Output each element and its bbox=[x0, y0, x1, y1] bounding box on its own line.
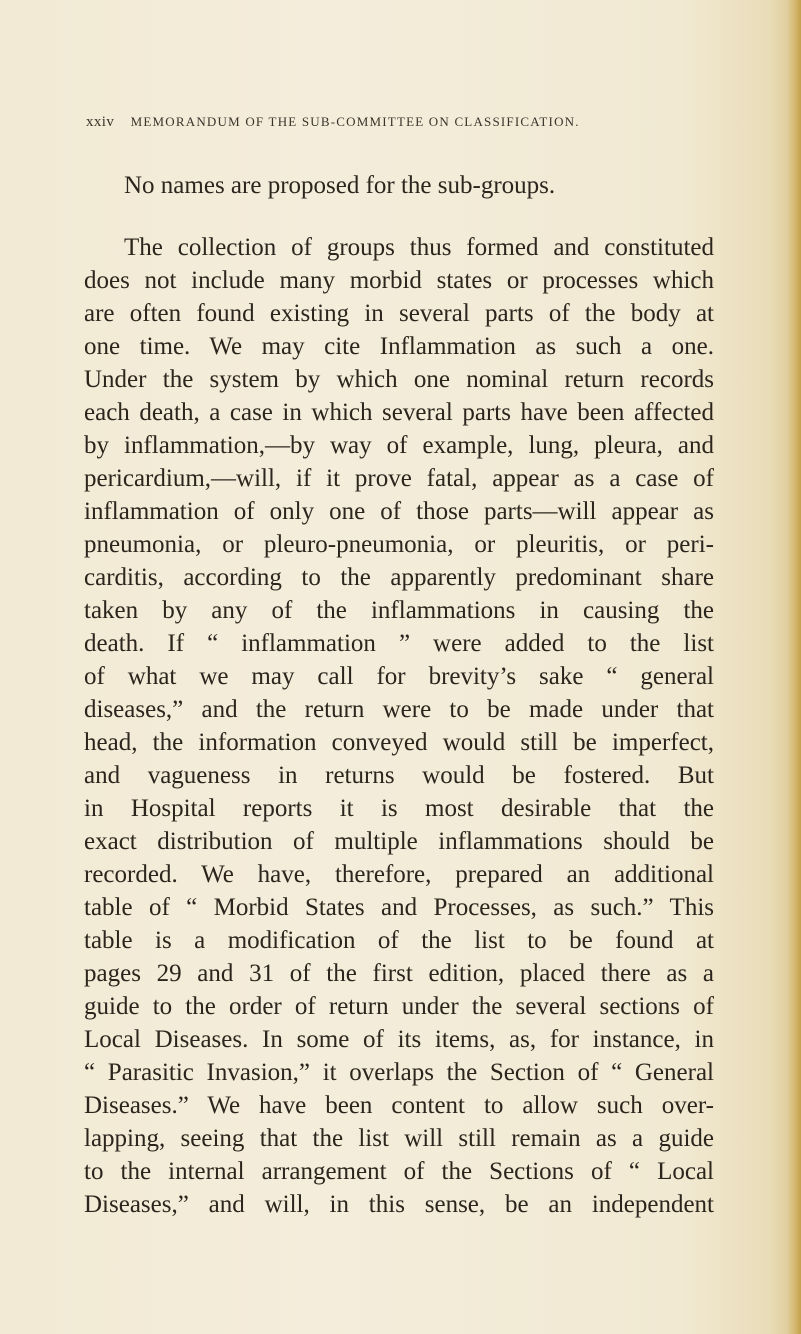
paragraph-2-line-21: table of “ Morbid States and Processes, as such.” This bbox=[84, 894, 714, 921]
paragraph-2-line-24: guide to the order of return under the several sections of bbox=[84, 993, 714, 1020]
paragraph-2-line-25: Local Diseases. In some of its items, as, for instance, in bbox=[84, 1026, 714, 1053]
paragraph-2-line-23: pages 29 and 31 of the first edition, placed there as a bbox=[84, 960, 714, 987]
paragraph-2-line-28: lapping, seeing that the list will still remain as a guide bbox=[84, 1125, 714, 1152]
paragraph-2-line-10: pneumonia, or pleuro-pneumonia, or pleuritis, or peri- bbox=[84, 531, 714, 558]
paragraph-2-line-20: recorded. We have, therefore, prepared an additional bbox=[84, 861, 714, 888]
paragraph-2-line-18: in Hospital reports it is most desirable that the bbox=[84, 795, 714, 822]
paragraph-2-line-19: exact distribution of multiple inflammations should be bbox=[84, 828, 714, 855]
paragraph-2-line-15: diseases,” and the return were to be made under that bbox=[84, 696, 714, 723]
paragraph-2-line-8: pericardium,—will, if it prove fatal, appear as a case of bbox=[84, 465, 714, 492]
paragraph-2-line-16: head, the information conveyed would still be imperfect, bbox=[84, 729, 714, 756]
paragraph-2-line-11: carditis, according to the apparently predominant share bbox=[84, 564, 714, 591]
paragraph-1-line-1: No names are proposed for the sub-groups. bbox=[124, 172, 556, 199]
page-number: xxiv bbox=[86, 114, 115, 130]
paragraph-2-line-4: one time. We may cite Inflammation as such a one. bbox=[84, 333, 714, 360]
paragraph-2-line-17: and vagueness in returns would be fostered. But bbox=[84, 762, 714, 789]
paragraph-2-line-5: Under the system by which one nominal return records bbox=[84, 366, 714, 393]
page-edge-shading bbox=[787, 0, 801, 1334]
running-title: MEMORANDUM OF THE SUB-COMMITTEE ON CLASSIFICATION. bbox=[130, 114, 580, 129]
paragraph-2-line-30: Diseases,” and will, in this sense, be an independent bbox=[84, 1191, 714, 1218]
running-head bbox=[86, 114, 736, 131]
paragraph-2-line-9: inflammation of only one of those parts—will appear as bbox=[84, 498, 714, 525]
paragraph-2-line-1: The collection of groups thus formed and constituted bbox=[124, 234, 714, 261]
paragraph-2-line-7: by inflammation,—by way of example, lung, pleura, and bbox=[84, 432, 714, 459]
paragraph-2-line-22: table is a modification of the list to be found at bbox=[84, 927, 714, 954]
paragraph-2-line-3: are often found existing in several parts of the body at bbox=[84, 300, 714, 327]
paragraph-2-line-13: death. If “ inflammation ” were added to the list bbox=[84, 630, 714, 657]
paragraph-2-line-2: does not include many morbid states or processes which bbox=[84, 267, 714, 294]
paragraph-2-line-14: of what we may call for brevity’s sake “ general bbox=[84, 663, 714, 690]
paragraph-2-line-26: “ Parasitic Invasion,” it overlaps the Section of “ General bbox=[84, 1059, 714, 1086]
paragraph-2-line-6: each death, a case in which several parts have been affected bbox=[84, 399, 714, 426]
paragraph-2-line-12: taken by any of the inflammations in causing the bbox=[84, 597, 714, 624]
paragraph-2-line-27: Diseases.” We have been content to allow such over- bbox=[84, 1092, 714, 1119]
paragraph-2-line-29: to the internal arrangement of the Sections of “ Local bbox=[84, 1158, 714, 1185]
